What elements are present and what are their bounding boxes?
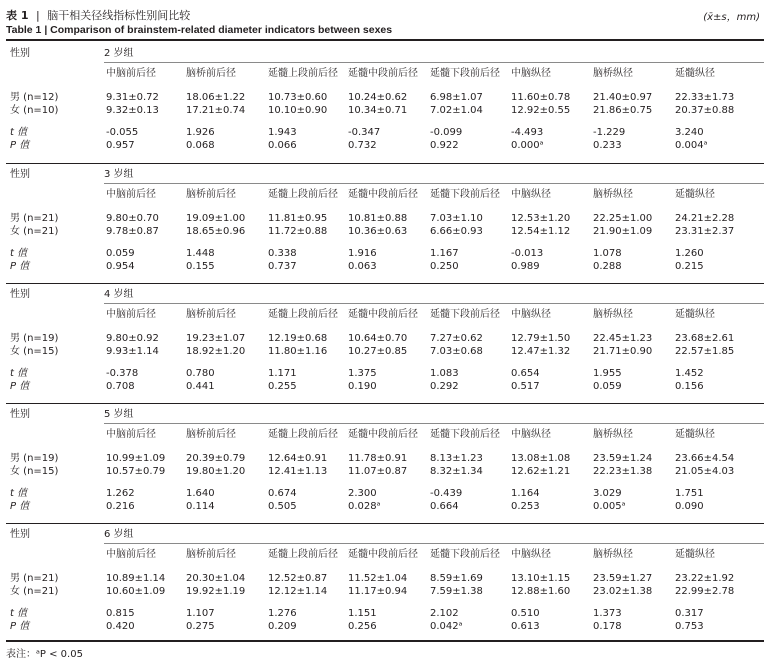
- cell-t: 1.373: [593, 608, 622, 619]
- cell-male: 13.08±1.08: [511, 453, 571, 464]
- cell-t: 2.102: [430, 608, 459, 619]
- cell-female: 10.36±0.63: [348, 226, 408, 237]
- column-header: 延髓纵径: [675, 429, 715, 440]
- cell-female: 11.17±0.94: [348, 586, 408, 597]
- cell-p: 0.059: [593, 381, 622, 392]
- column-header: 延髓中段前后径: [348, 309, 418, 320]
- cell-t: 1.916: [348, 248, 377, 259]
- stub-header: 性别: [10, 529, 30, 540]
- cell-t: 0.674: [268, 488, 297, 499]
- column-header: 延髓中段前后径: [348, 429, 418, 440]
- male-label: 男 (n=12): [10, 92, 59, 103]
- t-label: t 值: [10, 608, 28, 619]
- cell-t: -0.099: [430, 127, 463, 138]
- cell-female: 23.31±2.37: [675, 226, 735, 237]
- cell-female: 12.41±1.13: [268, 466, 328, 477]
- cell-female: 8.32±1.34: [430, 466, 483, 477]
- cell-male: 24.21±2.28: [675, 213, 735, 224]
- cell-p: 0.004ᵃ: [675, 140, 708, 151]
- column-header: 脑桥纵径: [593, 549, 633, 560]
- male-label: 男 (n=19): [10, 453, 59, 464]
- cell-male: 22.25±1.00: [593, 213, 653, 224]
- cell-male: 10.24±0.62: [348, 92, 408, 103]
- column-header: 脑桥纵径: [593, 68, 633, 79]
- column-header: 延髓上段前后径: [268, 309, 338, 320]
- column-header: 中脑前后径: [106, 68, 156, 79]
- cell-p: 0.989: [511, 261, 540, 272]
- female-label: 女 (n=21): [10, 586, 59, 597]
- stub-header: 性别: [10, 48, 30, 59]
- cell-t: 1.375: [348, 368, 377, 379]
- cell-t: 0.815: [106, 608, 135, 619]
- cell-female: 18.92±1.20: [186, 346, 246, 357]
- column-header: 中脑纵径: [511, 189, 551, 200]
- cell-male: 10.64±0.70: [348, 333, 408, 344]
- column-header: 延髓上段前后径: [268, 189, 338, 200]
- column-header: 中脑前后径: [106, 429, 156, 440]
- column-header: 延髓纵径: [675, 549, 715, 560]
- cell-female: 10.10±0.90: [268, 105, 328, 116]
- cell-t: 0.059: [106, 248, 135, 259]
- cell-t: 0.317: [675, 608, 704, 619]
- column-header: 中脑纵径: [511, 549, 551, 560]
- cell-male: 23.66±4.54: [675, 453, 735, 464]
- cell-female: 21.90±1.09: [593, 226, 653, 237]
- cell-male: 7.03±1.10: [430, 213, 483, 224]
- cell-male: 8.13±1.23: [430, 453, 483, 464]
- cell-male: 10.89±1.14: [106, 573, 166, 584]
- column-header: 中脑纵径: [511, 68, 551, 79]
- column-header: 延髓下段前后径: [430, 549, 500, 560]
- group-sub-rule: [104, 62, 764, 63]
- column-header: 脑桥前后径: [186, 429, 236, 440]
- column-header: 延髓下段前后径: [430, 429, 500, 440]
- group-name: 5 岁组: [104, 409, 134, 420]
- cell-p: 0.190: [348, 381, 377, 392]
- p-label: P 值: [10, 261, 30, 272]
- cell-female: 7.02±1.04: [430, 105, 483, 116]
- column-header: 脑桥前后径: [186, 309, 236, 320]
- cell-t: -0.347: [348, 127, 381, 138]
- title-text-zh: 脑干相关径线指标性别间比较: [47, 9, 191, 22]
- cell-p: 0.441: [186, 381, 215, 392]
- column-header: 延髓下段前后径: [430, 189, 500, 200]
- column-header: 延髓上段前后径: [268, 68, 338, 79]
- group-name: 2 岁组: [104, 48, 134, 59]
- cell-female: 7.03±0.68: [430, 346, 483, 357]
- cell-female: 12.54±1.12: [511, 226, 571, 237]
- cell-t: -4.493: [511, 127, 544, 138]
- cell-p: 0.005ᵃ: [593, 501, 626, 512]
- cell-female: 23.02±1.38: [593, 586, 653, 597]
- cell-female: 10.27±0.85: [348, 346, 408, 357]
- stub-header: 性别: [10, 169, 30, 180]
- column-header: 中脑前后径: [106, 309, 156, 320]
- cell-female: 12.88±1.60: [511, 586, 571, 597]
- cell-p: 0.216: [106, 501, 135, 512]
- cell-female: 11.72±0.88: [268, 226, 328, 237]
- column-header: 中脑前后径: [106, 549, 156, 560]
- cell-female: 7.59±1.38: [430, 586, 483, 597]
- cell-male: 9.80±0.70: [106, 213, 159, 224]
- cell-male: 12.52±0.87: [268, 573, 328, 584]
- cell-t: 1.955: [593, 368, 622, 379]
- cell-p: 0.737: [268, 261, 297, 272]
- table-note: 表注：ᵃP < 0.05: [6, 649, 83, 660]
- cell-p: 0.255: [268, 381, 297, 392]
- cell-p: 0.042ᵃ: [430, 621, 463, 632]
- cell-p: 0.664: [430, 501, 459, 512]
- cell-t: 1.171: [268, 368, 297, 379]
- cell-t: 3.240: [675, 127, 704, 138]
- cell-female: 21.86±0.75: [593, 105, 653, 116]
- cell-t: 1.260: [675, 248, 704, 259]
- group-separator: [6, 283, 764, 284]
- cell-t: -0.055: [106, 127, 139, 138]
- cell-p: 0.275: [186, 621, 215, 632]
- cell-male: 20.39±0.79: [186, 453, 246, 464]
- cell-p: 0.957: [106, 140, 135, 151]
- cell-male: 9.31±0.72: [106, 92, 159, 103]
- cell-t: 1.640: [186, 488, 215, 499]
- cell-p: 0.000ᵃ: [511, 140, 544, 151]
- male-label: 男 (n=19): [10, 333, 59, 344]
- cell-t: 1.751: [675, 488, 704, 499]
- column-header: 脑桥纵径: [593, 189, 633, 200]
- cell-male: 10.73±0.60: [268, 92, 328, 103]
- cell-t: 1.276: [268, 608, 297, 619]
- cell-t: 3.029: [593, 488, 622, 499]
- column-header: 延髓下段前后径: [430, 68, 500, 79]
- group-sub-rule: [104, 423, 764, 424]
- cell-t: 0.780: [186, 368, 215, 379]
- cell-t: 1.151: [348, 608, 377, 619]
- cell-male: 11.81±0.95: [268, 213, 328, 224]
- cell-t: 1.078: [593, 248, 622, 259]
- cell-p: 0.954: [106, 261, 135, 272]
- column-header: 延髓下段前后径: [430, 309, 500, 320]
- cell-t: 1.452: [675, 368, 704, 379]
- cell-t: 0.510: [511, 608, 540, 619]
- table-title-zh: [6, 7, 190, 23]
- t-label: t 值: [10, 488, 28, 499]
- cell-male: 11.52±1.04: [348, 573, 408, 584]
- cell-t: -0.439: [430, 488, 463, 499]
- cell-female: 12.92±0.55: [511, 105, 571, 116]
- title-separator: |: [35, 9, 40, 22]
- cell-male: 10.99±1.09: [106, 453, 166, 464]
- stub-header: 性别: [10, 289, 30, 300]
- column-header: 脑桥纵径: [593, 309, 633, 320]
- cell-male: 12.19±0.68: [268, 333, 328, 344]
- cell-female: 11.07±0.87: [348, 466, 408, 477]
- cell-t: 1.107: [186, 608, 215, 619]
- female-label: 女 (n=15): [10, 346, 59, 357]
- column-header: 延髓上段前后径: [268, 429, 338, 440]
- table-unit: (x̄±s，mm): [703, 12, 760, 23]
- cell-male: 19.23±1.07: [186, 333, 246, 344]
- cell-t: -0.378: [106, 368, 139, 379]
- cell-female: 19.92±1.19: [186, 586, 246, 597]
- cell-male: 12.79±1.50: [511, 333, 571, 344]
- cell-p: 0.753: [675, 621, 704, 632]
- cell-t: 1.083: [430, 368, 459, 379]
- cell-p: 0.732: [348, 140, 377, 151]
- table-number: 表 1: [6, 9, 29, 22]
- cell-female: 22.23±1.38: [593, 466, 653, 477]
- cell-t: 2.300: [348, 488, 377, 499]
- column-header: 脑桥纵径: [593, 429, 633, 440]
- p-label: P 值: [10, 501, 30, 512]
- cell-female: 10.57±0.79: [106, 466, 166, 477]
- column-header: 脑桥前后径: [186, 549, 236, 560]
- column-header: 中脑纵径: [511, 429, 551, 440]
- column-header: 延髓纵径: [675, 68, 715, 79]
- t-label: t 值: [10, 368, 28, 379]
- cell-p: 0.256: [348, 621, 377, 632]
- cell-male: 9.80±0.92: [106, 333, 159, 344]
- cell-p: 0.233: [593, 140, 622, 151]
- cell-p: 0.292: [430, 381, 459, 392]
- cell-t: 1.448: [186, 248, 215, 259]
- top-rule: [6, 39, 764, 41]
- cell-female: 20.37±0.88: [675, 105, 735, 116]
- male-label: 男 (n=21): [10, 573, 59, 584]
- column-header: 脑桥前后径: [186, 189, 236, 200]
- group-name: 3 岁组: [104, 169, 134, 180]
- cell-male: 7.27±0.62: [430, 333, 483, 344]
- cell-p: 0.063: [348, 261, 377, 272]
- cell-p: 0.068: [186, 140, 215, 151]
- cell-female: 10.60±1.09: [106, 586, 166, 597]
- female-label: 女 (n=21): [10, 226, 59, 237]
- cell-male: 23.22±1.92: [675, 573, 735, 584]
- cell-p: 0.517: [511, 381, 540, 392]
- column-header: 中脑纵径: [511, 309, 551, 320]
- cell-p: 0.156: [675, 381, 704, 392]
- cell-female: 19.80±1.20: [186, 466, 246, 477]
- column-header: 延髓纵径: [675, 189, 715, 200]
- cell-male: 12.64±0.91: [268, 453, 328, 464]
- cell-female: 12.47±1.32: [511, 346, 571, 357]
- cell-female: 21.71±0.90: [593, 346, 653, 357]
- cell-p: 0.420: [106, 621, 135, 632]
- t-label: t 值: [10, 127, 28, 138]
- column-header: 脑桥前后径: [186, 68, 236, 79]
- group-name: 6 岁组: [104, 529, 134, 540]
- cell-male: 12.53±1.20: [511, 213, 571, 224]
- cell-male: 22.33±1.73: [675, 92, 735, 103]
- cell-male: 20.30±1.04: [186, 573, 246, 584]
- cell-t: -1.229: [593, 127, 626, 138]
- cell-t: 1.943: [268, 127, 297, 138]
- column-header: 延髓中段前后径: [348, 189, 418, 200]
- cell-female: 21.05±4.03: [675, 466, 735, 477]
- cell-p: 0.250: [430, 261, 459, 272]
- cell-male: 21.40±0.97: [593, 92, 653, 103]
- cell-t: 1.167: [430, 248, 459, 259]
- cell-male: 23.68±2.61: [675, 333, 735, 344]
- table-title-en: Table 1 | Comparison of brainstem-related diameter indicators between sexes: [6, 24, 393, 36]
- cell-p: 0.288: [593, 261, 622, 272]
- column-header: 延髓中段前后径: [348, 549, 418, 560]
- cell-t: 1.926: [186, 127, 215, 138]
- column-header: 延髓纵径: [675, 309, 715, 320]
- group-sub-rule: [104, 303, 764, 304]
- cell-female: 12.62±1.21: [511, 466, 571, 477]
- cell-male: 18.06±1.22: [186, 92, 246, 103]
- cell-female: 9.93±1.14: [106, 346, 159, 357]
- cell-p: 0.114: [186, 501, 215, 512]
- male-label: 男 (n=21): [10, 213, 59, 224]
- cell-female: 10.34±0.71: [348, 105, 408, 116]
- cell-p: 0.028ᵃ: [348, 501, 381, 512]
- t-label: t 值: [10, 248, 28, 259]
- cell-t: 0.654: [511, 368, 540, 379]
- cell-male: 22.45±1.23: [593, 333, 653, 344]
- cell-p: 0.922: [430, 140, 459, 151]
- cell-male: 10.81±0.88: [348, 213, 408, 224]
- p-label: P 值: [10, 621, 30, 632]
- cell-male: 23.59±1.27: [593, 573, 653, 584]
- cell-t: 1.262: [106, 488, 135, 499]
- cell-female: 9.32±0.13: [106, 105, 159, 116]
- cell-female: 18.65±0.96: [186, 226, 246, 237]
- group-name: 4 岁组: [104, 289, 134, 300]
- group-sub-rule: [104, 543, 764, 544]
- cell-female: 22.99±2.78: [675, 586, 735, 597]
- cell-t: 1.164: [511, 488, 540, 499]
- cell-male: 8.59±1.69: [430, 573, 483, 584]
- cell-female: 22.57±1.85: [675, 346, 735, 357]
- cell-p: 0.155: [186, 261, 215, 272]
- group-separator: [6, 523, 764, 524]
- cell-t: 0.338: [268, 248, 297, 259]
- cell-p: 0.209: [268, 621, 297, 632]
- cell-p: 0.253: [511, 501, 540, 512]
- cell-p: 0.090: [675, 501, 704, 512]
- cell-female: 11.80±1.16: [268, 346, 328, 357]
- group-separator: [6, 163, 764, 164]
- cell-p: 0.066: [268, 140, 297, 151]
- p-label: P 值: [10, 381, 30, 392]
- cell-p: 0.215: [675, 261, 704, 272]
- cell-p: 0.708: [106, 381, 135, 392]
- cell-male: 11.78±0.91: [348, 453, 408, 464]
- cell-t: -0.013: [511, 248, 544, 259]
- column-header: 延髓中段前后径: [348, 68, 418, 79]
- female-label: 女 (n=15): [10, 466, 59, 477]
- cell-male: 23.59±1.24: [593, 453, 653, 464]
- stub-header: 性别: [10, 409, 30, 420]
- cell-female: 17.21±0.74: [186, 105, 246, 116]
- cell-male: 13.10±1.15: [511, 573, 571, 584]
- cell-female: 6.66±0.93: [430, 226, 483, 237]
- cell-male: 6.98±1.07: [430, 92, 483, 103]
- column-header: 延髓上段前后径: [268, 549, 338, 560]
- group-sub-rule: [104, 183, 764, 184]
- female-label: 女 (n=10): [10, 105, 59, 116]
- p-label: P 值: [10, 140, 30, 151]
- cell-female: 9.78±0.87: [106, 226, 159, 237]
- cell-female: 12.12±1.14: [268, 586, 328, 597]
- cell-p: 0.613: [511, 621, 540, 632]
- column-header: 中脑前后径: [106, 189, 156, 200]
- cell-p: 0.178: [593, 621, 622, 632]
- bottom-rule: [6, 640, 764, 642]
- cell-p: 0.505: [268, 501, 297, 512]
- cell-male: 19.09±1.00: [186, 213, 246, 224]
- group-separator: [6, 403, 764, 404]
- cell-male: 11.60±0.78: [511, 92, 571, 103]
